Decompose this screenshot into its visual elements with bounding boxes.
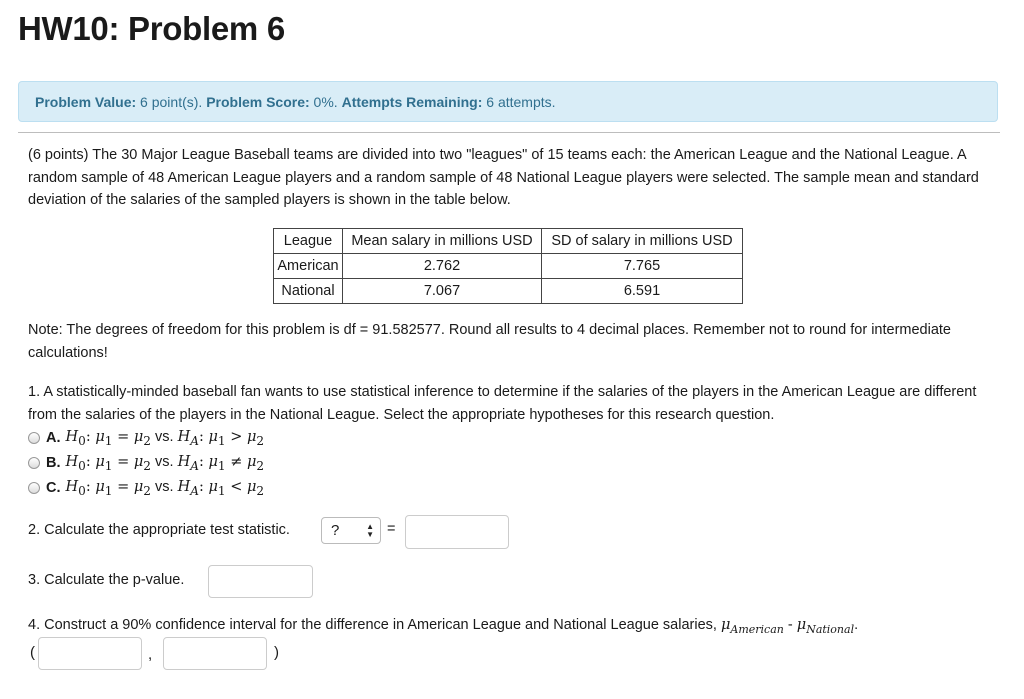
option-label: B. — [46, 455, 61, 471]
select-arrows-icon: ▲ ▼ — [366, 522, 374, 539]
mu2: μ — [133, 478, 144, 495]
sub1: 1 — [217, 483, 226, 498]
table-cell: 2.762 — [343, 254, 542, 279]
sub2: 2 — [256, 483, 265, 498]
problem-score-label: Problem Score: — [206, 94, 310, 110]
mu1: μ — [95, 478, 105, 495]
hypothesis-text — [66, 429, 265, 448]
radio-option-a[interactable] — [28, 432, 40, 444]
colon: : — [85, 453, 91, 470]
open-paren: ( — [30, 644, 35, 661]
question-3-text: 3. Calculate the p-value. — [28, 572, 185, 588]
sub1: 1 — [217, 458, 226, 473]
attempts-label: Attempts Remaining: — [341, 94, 483, 110]
table-header-cell: SD of salary in millions USD — [542, 229, 743, 254]
test-statistic-input[interactable] — [405, 515, 509, 549]
table-cell: 7.067 — [343, 279, 542, 304]
sub2: 2 — [256, 458, 265, 473]
sub2: 2 — [143, 458, 151, 473]
close-paren: ) — [274, 644, 279, 661]
mu-sub-national: National — [806, 622, 855, 636]
mu1: μ — [208, 478, 218, 495]
comma: , — [148, 646, 153, 663]
h0-sub: 0 — [78, 483, 86, 498]
sub2: 2 — [256, 433, 265, 448]
relation: ≠ — [230, 453, 243, 470]
mu1: μ — [95, 453, 105, 470]
sub2: 2 — [143, 433, 151, 448]
relation: < — [230, 478, 243, 495]
option-a[interactable] — [28, 427, 264, 449]
sub1: 1 — [217, 433, 226, 448]
mu-american — [720, 617, 784, 636]
option-label: A. — [46, 430, 61, 446]
ha-sub: A — [190, 433, 199, 448]
mu-national — [796, 617, 855, 636]
select-value: ? — [331, 522, 340, 539]
mu2: μ — [246, 453, 257, 470]
table-cell: 6.591 — [542, 279, 743, 304]
note-text: Note: The degrees of freedom for this problem is df = 91.582577. Round all results to 4 decimal places. Remember not to round for intermediate calculations! — [28, 322, 951, 361]
test-statistic-select[interactable] — [321, 517, 381, 544]
equals-sign: = — [387, 521, 396, 537]
mu-symbol: μ — [796, 617, 807, 633]
mu-symbol: μ — [720, 617, 731, 633]
table-header-cell: Mean salary in millions USD — [343, 229, 542, 254]
equals: = — [117, 453, 130, 470]
mu2: μ — [133, 428, 144, 445]
h0-symbol: H — [65, 478, 79, 495]
equals: = — [117, 428, 130, 445]
problem-info-banner — [18, 81, 998, 122]
colon: : — [85, 428, 91, 445]
hypothesis-text — [66, 479, 265, 498]
h0-symbol: H — [65, 453, 79, 470]
sub1: 1 — [104, 458, 113, 473]
page-title: HW10: Problem 6 — [18, 10, 285, 47]
mu1: μ — [95, 428, 105, 445]
question-1-text: 1. A statistically-minded baseball fan wants to use statistical inference to determine if the salaries of the players in the American League are different from the salaries of the players in the National League. Select the appropriate hypotheses for this research question. — [28, 384, 977, 423]
ha-sub: A — [190, 483, 199, 498]
table-cell: National — [274, 279, 343, 304]
table-cell: American — [274, 254, 343, 279]
mu2: μ — [133, 453, 144, 470]
vs-text: vs. — [150, 428, 178, 445]
colon: : — [198, 428, 204, 445]
ha-symbol: H — [177, 428, 191, 445]
period: . — [854, 617, 859, 633]
mu1: μ — [208, 453, 218, 470]
divider — [18, 132, 1000, 133]
radio-option-b[interactable] — [28, 457, 40, 469]
ha-sub: A — [190, 458, 199, 473]
ci-upper-input[interactable] — [163, 637, 267, 670]
sub2: 2 — [143, 483, 151, 498]
question-2-text: 2. Calculate the appropriate test statistic. — [28, 522, 290, 538]
table-header-cell: League — [274, 229, 343, 254]
h0-sub: 0 — [78, 433, 86, 448]
mu2: μ — [246, 478, 257, 495]
salary-table — [273, 228, 743, 304]
problem-value-text: 6 point(s). — [136, 94, 207, 110]
minus-sign: - — [783, 617, 797, 633]
attempts-text: 6 attempts. — [482, 94, 556, 110]
sub1: 1 — [104, 483, 113, 498]
sub1: 1 — [104, 433, 113, 448]
hypothesis-text — [66, 454, 265, 473]
colon: : — [198, 478, 204, 495]
relation: > — [230, 428, 243, 445]
problem-intro: (6 points) The 30 Major League Baseball teams are divided into two "leagues" of 15 teams each: the American League and the National League. A random sample of 48 American League players and a random sample of 48 National League players were selected. The sample mean and standard deviation of the salaries of the sampled players is shown in the table below. — [28, 147, 979, 208]
table-header-row — [274, 229, 743, 254]
table-row — [274, 279, 743, 304]
radio-option-c[interactable] — [28, 482, 40, 494]
table-row — [274, 254, 743, 279]
problem-value-label: Problem Value: — [35, 94, 137, 110]
question-4-body: 4. Construct a 90% confidence interval for the difference in American League and National League salaries, — [28, 617, 721, 633]
colon: : — [85, 478, 91, 495]
h0-sub: 0 — [78, 458, 86, 473]
mu2: μ — [246, 428, 257, 445]
vs-text: vs. — [150, 453, 178, 470]
p-value-input[interactable] — [208, 565, 313, 598]
ha-symbol: H — [177, 453, 191, 470]
option-b[interactable] — [28, 452, 264, 474]
colon: : — [198, 453, 204, 470]
ci-lower-input[interactable] — [38, 637, 142, 670]
problem-score-text: 0%. — [309, 94, 342, 110]
vs-text: vs. — [150, 478, 178, 495]
ha-symbol: H — [177, 478, 191, 495]
table-cell: 7.765 — [542, 254, 743, 279]
mu-sub-american: American — [730, 622, 784, 636]
h0-symbol: H — [65, 428, 79, 445]
mu1: μ — [208, 428, 218, 445]
option-c[interactable] — [28, 477, 264, 499]
option-label: C. — [46, 480, 61, 496]
equals: = — [117, 478, 130, 495]
